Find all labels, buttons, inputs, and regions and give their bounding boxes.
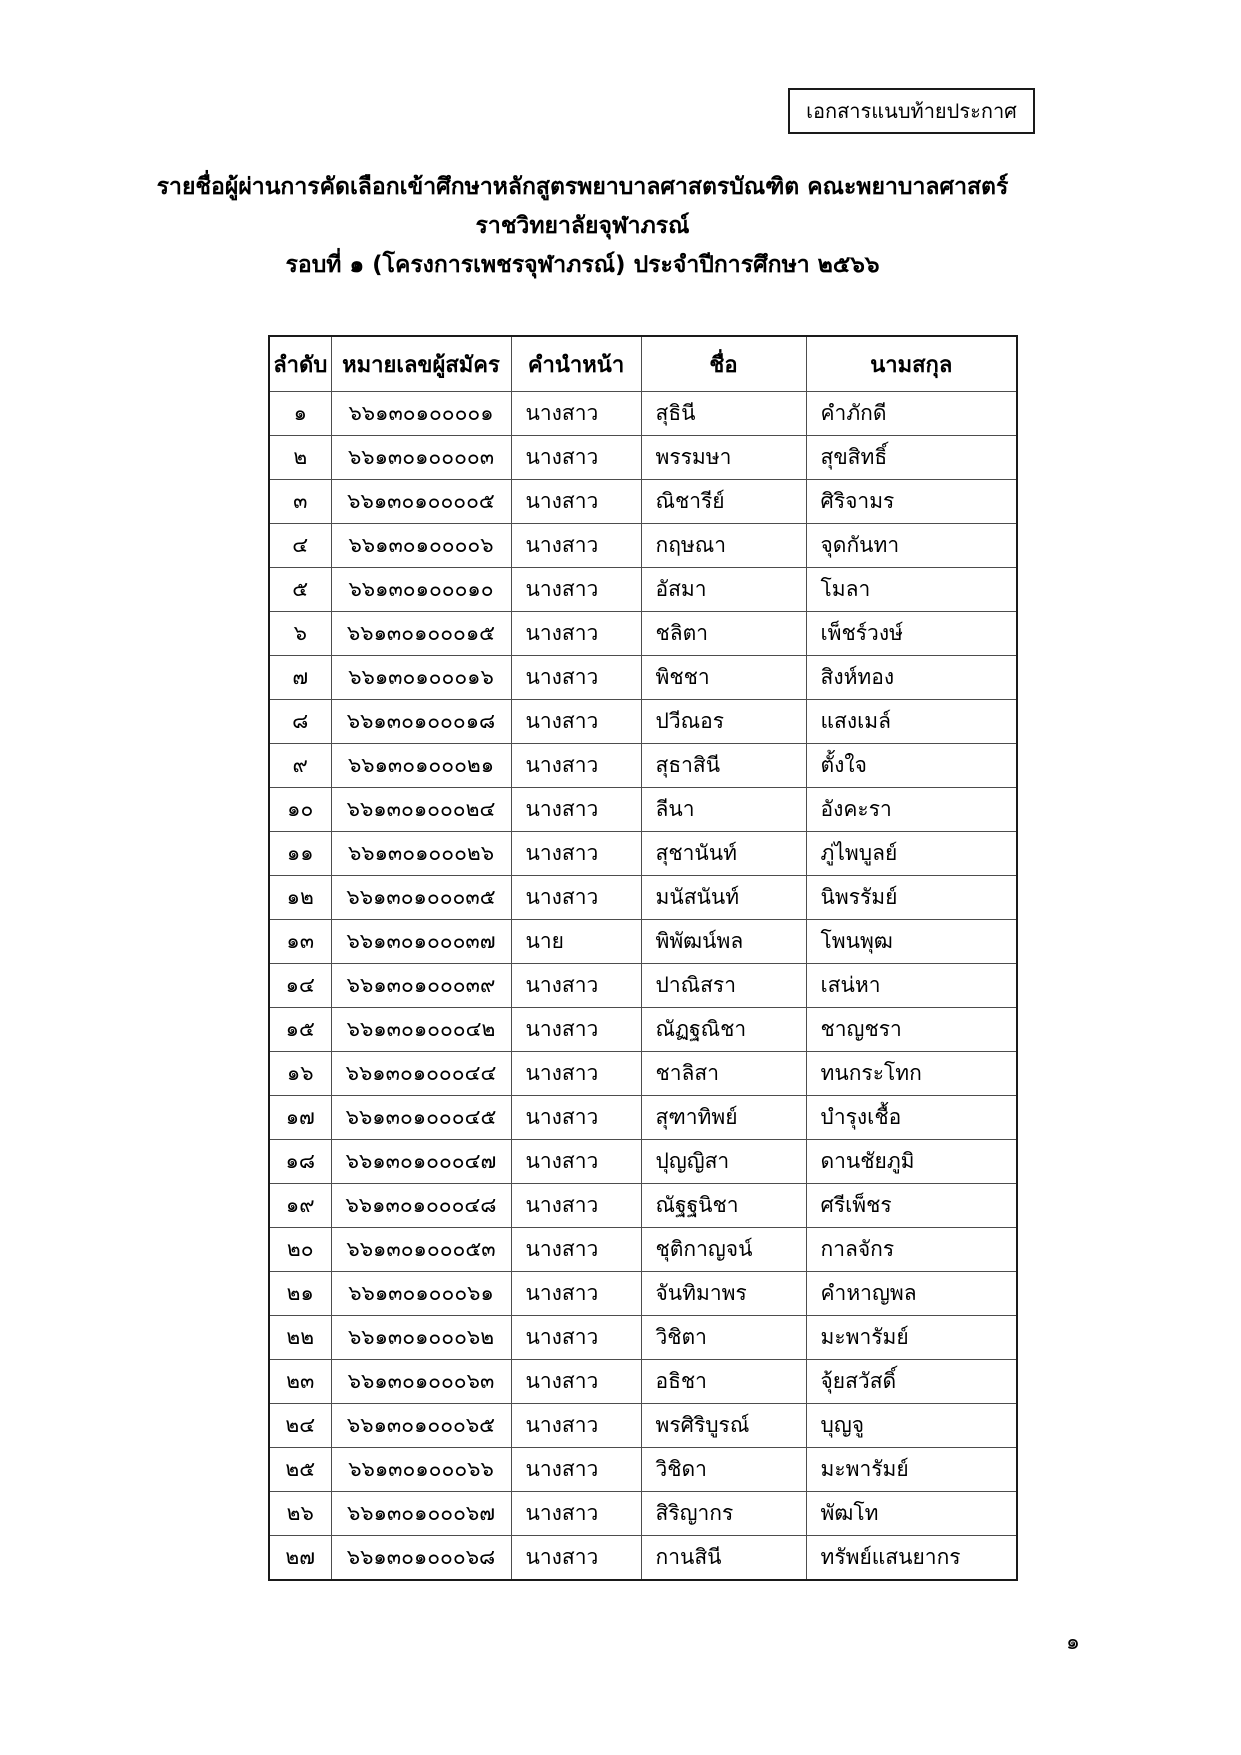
table-row: [269, 524, 1017, 568]
cell-prefix: นางสาว: [511, 1184, 641, 1228]
cell-prefix: นางสาว: [511, 1536, 641, 1581]
cell-applicant-number: ๖๖๑๓๐๑๐๐๐๒๖: [331, 832, 511, 876]
cell-first-name: พิชชา: [641, 656, 806, 700]
cell-order: ๑๑: [269, 832, 331, 876]
cell-first-name: พรรมษา: [641, 436, 806, 480]
cell-prefix: นาย: [511, 920, 641, 964]
table-row: [269, 1052, 1017, 1096]
cell-first-name: กานสินี: [641, 1536, 806, 1581]
cell-first-name: สุธาสินี: [641, 744, 806, 788]
cell-last-name: บุญจู: [806, 1404, 1017, 1448]
cell-last-name: โพนพุฒ: [806, 920, 1017, 964]
header-prefix: คำนำหน้า: [511, 336, 641, 392]
attachment-stamp-box: [788, 88, 1035, 134]
table-row: [269, 1492, 1017, 1536]
cell-last-name: เพ็ชร์วงษ์: [806, 612, 1017, 656]
cell-applicant-number: ๖๖๑๓๐๑๐๐๐๐๖: [331, 524, 511, 568]
table-row: [269, 480, 1017, 524]
header-last-name: นามสกุล: [806, 336, 1017, 392]
applicant-table: [268, 335, 1018, 1581]
cell-last-name: ศิริจามร: [806, 480, 1017, 524]
cell-prefix: นางสาว: [511, 392, 641, 436]
cell-first-name: จันทิมาพร: [641, 1272, 806, 1316]
cell-prefix: นางสาว: [511, 700, 641, 744]
cell-prefix: นางสาว: [511, 1096, 641, 1140]
cell-order: ๘: [269, 700, 331, 744]
cell-order: ๑๒: [269, 876, 331, 920]
cell-first-name: สุฑาทิพย์: [641, 1096, 806, 1140]
cell-prefix: นางสาว: [511, 788, 641, 832]
cell-order: ๑๔: [269, 964, 331, 1008]
cell-first-name: พิพัฒน์พล: [641, 920, 806, 964]
cell-first-name: สุธินี: [641, 392, 806, 436]
cell-last-name: มะพารัมย์: [806, 1316, 1017, 1360]
cell-applicant-number: ๖๖๑๓๐๑๐๐๐๔๘: [331, 1184, 511, 1228]
cell-applicant-number: ๖๖๑๓๐๑๐๐๐๖๒: [331, 1316, 511, 1360]
cell-prefix: นางสาว: [511, 744, 641, 788]
cell-applicant-number: ๖๖๑๓๐๑๐๐๐๑๕: [331, 612, 511, 656]
cell-last-name: ชาญชรา: [806, 1008, 1017, 1052]
cell-order: ๒๐: [269, 1228, 331, 1272]
title-line-2: ราชวิทยาลัยจุฬาภรณ์: [475, 213, 690, 239]
cell-applicant-number: ๖๖๑๓๐๑๐๐๐๕๓: [331, 1228, 511, 1272]
cell-last-name: บำรุงเชื้อ: [806, 1096, 1017, 1140]
table-row: [269, 568, 1017, 612]
table-row: [269, 1184, 1017, 1228]
cell-order: ๒๓: [269, 1360, 331, 1404]
cell-applicant-number: ๖๖๑๓๐๑๐๐๐๔๒: [331, 1008, 511, 1052]
table-row: [269, 612, 1017, 656]
cell-order: ๙: [269, 744, 331, 788]
cell-first-name: ปวีณอร: [641, 700, 806, 744]
cell-applicant-number: ๖๖๑๓๐๑๐๐๐๑๖: [331, 656, 511, 700]
cell-applicant-number: ๖๖๑๓๐๑๐๐๐๓๕: [331, 876, 511, 920]
cell-last-name: สิงห์ทอง: [806, 656, 1017, 700]
cell-applicant-number: ๖๖๑๓๐๑๐๐๐๖๑: [331, 1272, 511, 1316]
cell-order: ๑๕: [269, 1008, 331, 1052]
cell-prefix: นางสาว: [511, 1140, 641, 1184]
cell-prefix: นางสาว: [511, 1008, 641, 1052]
table-row: [269, 788, 1017, 832]
cell-order: ๒๒: [269, 1316, 331, 1360]
cell-first-name: สุชานันท์: [641, 832, 806, 876]
cell-order: ๑๓: [269, 920, 331, 964]
cell-first-name: ณิชารีย์: [641, 480, 806, 524]
cell-order: ๒๖: [269, 1492, 331, 1536]
table-row: [269, 1140, 1017, 1184]
cell-first-name: กฤษณา: [641, 524, 806, 568]
table-header: [269, 336, 1017, 392]
cell-first-name: อัสมา: [641, 568, 806, 612]
cell-order: ๑๗: [269, 1096, 331, 1140]
page-number: ๑: [1066, 1630, 1080, 1655]
table-row: [269, 1404, 1017, 1448]
cell-prefix: นางสาว: [511, 1052, 641, 1096]
cell-applicant-number: ๖๖๑๓๐๑๐๐๐๐๕: [331, 480, 511, 524]
cell-prefix: นางสาว: [511, 1272, 641, 1316]
cell-last-name: ทนกระโทก: [806, 1052, 1017, 1096]
cell-last-name: ดานชัยภูมิ: [806, 1140, 1017, 1184]
table-row: [269, 920, 1017, 964]
cell-applicant-number: ๖๖๑๓๐๑๐๐๐๖๗: [331, 1492, 511, 1536]
cell-prefix: นางสาว: [511, 656, 641, 700]
cell-applicant-number: ๖๖๑๓๐๑๐๐๐๑๐: [331, 568, 511, 612]
table-row: [269, 656, 1017, 700]
cell-first-name: ณัฐฐนิชา: [641, 1184, 806, 1228]
cell-applicant-number: ๖๖๑๓๐๑๐๐๐๐๓: [331, 436, 511, 480]
header-order: ลำดับ: [269, 336, 331, 392]
table-row: [269, 832, 1017, 876]
cell-first-name: ณัฏฐณิชา: [641, 1008, 806, 1052]
cell-applicant-number: ๖๖๑๓๐๑๐๐๐๒๑: [331, 744, 511, 788]
table-row: [269, 1316, 1017, 1360]
cell-first-name: ปาณิสรา: [641, 964, 806, 1008]
cell-applicant-number: ๖๖๑๓๐๑๐๐๐๖๘: [331, 1536, 511, 1581]
table-row: [269, 436, 1017, 480]
header-first-name: ชื่อ: [641, 336, 806, 392]
table-row: [269, 1272, 1017, 1316]
cell-order: ๒: [269, 436, 331, 480]
cell-prefix: นางสาว: [511, 1404, 641, 1448]
cell-first-name: ชลิตา: [641, 612, 806, 656]
cell-first-name: อธิชา: [641, 1360, 806, 1404]
cell-prefix: นางสาว: [511, 436, 641, 480]
table-row: [269, 1008, 1017, 1052]
cell-last-name: จุ้ยสวัสดิ์: [806, 1360, 1017, 1404]
cell-last-name: อังคะรา: [806, 788, 1017, 832]
cell-order: ๒๕: [269, 1448, 331, 1492]
cell-first-name: ชาลิสา: [641, 1052, 806, 1096]
cell-prefix: นางสาว: [511, 832, 641, 876]
cell-prefix: นางสาว: [511, 1360, 641, 1404]
cell-applicant-number: ๖๖๑๓๐๑๐๐๐๖๕: [331, 1404, 511, 1448]
cell-last-name: จุดกันทา: [806, 524, 1017, 568]
cell-first-name: ชุติกาญจน์: [641, 1228, 806, 1272]
document-title: [30, 168, 1135, 285]
cell-first-name: มนัสนันท์: [641, 876, 806, 920]
cell-first-name: พรศิริบูรณ์: [641, 1404, 806, 1448]
table-row: [269, 1096, 1017, 1140]
cell-applicant-number: ๖๖๑๓๐๑๐๐๐๓๙: [331, 964, 511, 1008]
cell-first-name: วิชิตา: [641, 1316, 806, 1360]
cell-last-name: ศรีเพ็ชร: [806, 1184, 1017, 1228]
cell-last-name: คำภักดี: [806, 392, 1017, 436]
cell-last-name: แสงเมล์: [806, 700, 1017, 744]
table-row: [269, 1360, 1017, 1404]
cell-prefix: นางสาว: [511, 1448, 641, 1492]
cell-first-name: ปุญญิสา: [641, 1140, 806, 1184]
cell-order: ๑๖: [269, 1052, 331, 1096]
cell-applicant-number: ๖๖๑๓๐๑๐๐๐๖๖: [331, 1448, 511, 1492]
cell-prefix: นางสาว: [511, 876, 641, 920]
cell-last-name: สุขสิทธิ์: [806, 436, 1017, 480]
title-line-3: รอบที่ ๑ (โครงการเพชรจุฬาภรณ์) ประจำปีการศึกษา ๒๕๖๖: [285, 252, 880, 278]
cell-prefix: นางสาว: [511, 1316, 641, 1360]
cell-last-name: ภู่ไพบูลย์: [806, 832, 1017, 876]
table-row: [269, 1448, 1017, 1492]
title-line-1: รายชื่อผู้ผ่านการคัดเลือกเข้าศึกษาหลักสูตรพยาบาลศาสตรบัณฑิต คณะพยาบาลศาสตร์: [156, 174, 1009, 200]
cell-order: ๑: [269, 392, 331, 436]
cell-first-name: วิชิดา: [641, 1448, 806, 1492]
cell-prefix: นางสาว: [511, 612, 641, 656]
cell-last-name: นิพรรัมย์: [806, 876, 1017, 920]
cell-prefix: นางสาว: [511, 480, 641, 524]
cell-order: ๒๔: [269, 1404, 331, 1448]
table-row: [269, 876, 1017, 920]
cell-last-name: พัฒโท: [806, 1492, 1017, 1536]
table-row: [269, 1228, 1017, 1272]
cell-prefix: นางสาว: [511, 1228, 641, 1272]
cell-last-name: กาลจักร: [806, 1228, 1017, 1272]
cell-applicant-number: ๖๖๑๓๐๑๐๐๐๔๔: [331, 1052, 511, 1096]
table-row: [269, 964, 1017, 1008]
cell-prefix: นางสาว: [511, 964, 641, 1008]
cell-applicant-number: ๖๖๑๓๐๑๐๐๐๔๗: [331, 1140, 511, 1184]
cell-prefix: นางสาว: [511, 568, 641, 612]
cell-order: ๔: [269, 524, 331, 568]
table-row: [269, 700, 1017, 744]
header-applicant-number: หมายเลขผู้สมัคร: [331, 336, 511, 392]
cell-applicant-number: ๖๖๑๓๐๑๐๐๐๑๘: [331, 700, 511, 744]
cell-last-name: เสน่หา: [806, 964, 1017, 1008]
cell-first-name: สิริญากร: [641, 1492, 806, 1536]
cell-order: ๕: [269, 568, 331, 612]
table-row: [269, 744, 1017, 788]
cell-applicant-number: ๖๖๑๓๐๑๐๐๐๐๑: [331, 392, 511, 436]
cell-order: ๑๘: [269, 1140, 331, 1184]
cell-order: ๒๗: [269, 1536, 331, 1581]
cell-order: ๑๐: [269, 788, 331, 832]
cell-last-name: คำหาญพล: [806, 1272, 1017, 1316]
cell-order: ๓: [269, 480, 331, 524]
cell-last-name: ทรัพย์แสนยากร: [806, 1536, 1017, 1581]
cell-last-name: ตั้งใจ: [806, 744, 1017, 788]
attachment-stamp-label: เอกสารแนบท้ายประกาศ: [806, 99, 1017, 123]
table-row: [269, 1536, 1017, 1581]
cell-last-name: โมลา: [806, 568, 1017, 612]
cell-order: ๖: [269, 612, 331, 656]
cell-applicant-number: ๖๖๑๓๐๑๐๐๐๒๔: [331, 788, 511, 832]
cell-last-name: มะพารัมย์: [806, 1448, 1017, 1492]
cell-prefix: นางสาว: [511, 1492, 641, 1536]
table-row: [269, 392, 1017, 436]
table-header-row: [269, 336, 1017, 392]
cell-applicant-number: ๖๖๑๓๐๑๐๐๐๖๓: [331, 1360, 511, 1404]
cell-prefix: นางสาว: [511, 524, 641, 568]
cell-order: ๗: [269, 656, 331, 700]
cell-order: ๒๑: [269, 1272, 331, 1316]
cell-order: ๑๙: [269, 1184, 331, 1228]
cell-applicant-number: ๖๖๑๓๐๑๐๐๐๓๗: [331, 920, 511, 964]
table-body: [269, 392, 1017, 1581]
cell-applicant-number: ๖๖๑๓๐๑๐๐๐๔๕: [331, 1096, 511, 1140]
cell-first-name: ลีนา: [641, 788, 806, 832]
